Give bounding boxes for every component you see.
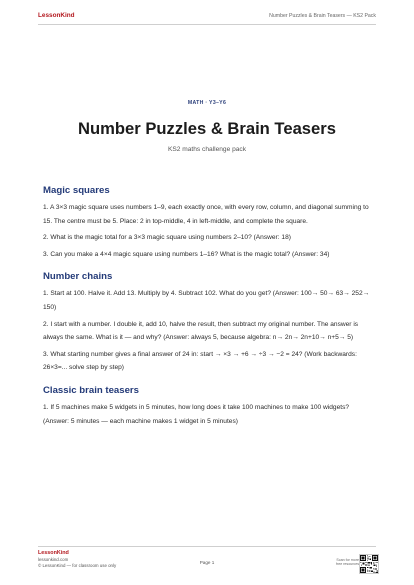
- question-item: 1. A 3×3 magic square uses numbers 1–9, each exactly once, with every row, column, and diagonal summing to 15. The centre must be 5. Place: 2 in top-middle, 4 in left-middle, and complete the square.: [43, 204, 369, 225]
- header-divider: [38, 24, 376, 25]
- section-heading: Magic squares: [43, 185, 110, 196]
- running-header: [38, 12, 376, 19]
- footer-copyright: © LessonKind — for classroom use only: [38, 563, 117, 569]
- section-heading: Number chains: [43, 271, 113, 283]
- section-number-chains: [43, 270, 374, 375]
- section-classic-brain-teasers: [43, 384, 374, 428]
- footer-site: lessonkind.com: [38, 557, 69, 562]
- footer-divider: [38, 546, 376, 547]
- subject-kicker: MATH · Y3–Y6: [187, 100, 227, 106]
- question-item: 2. I start with a number. I double it, add 10, halve the result, then subtract my original number. The answer is always the same. What is it — and why? (Answer: always 5, because algebra: n→ 2n→ 2n+10→ n+5→ 5): [43, 320, 359, 342]
- question-item: 1. If 5 machines make 5 widgets in 5 minutes, how long does it take 100 machines to make 100 widgets? (Answer: 5 minutes — each machine makes 1 widget in 5 minutes): [43, 403, 350, 425]
- qr-code-icon: [360, 555, 378, 573]
- question-item: 3. Can you make a 4×4 magic square using numbers 1–16? What is the magic total? (Answer: 34): [43, 250, 330, 258]
- worksheet-content: [43, 184, 374, 431]
- question-item: 2. What is the magic total for a 3×3 magic square using numbers 2–10? (Answer: 18): [43, 234, 291, 242]
- question-item: 1. Start at 100. Halve it. Add 13. Multiply by 4. Subtract 102. What do you get? (Answer: 100→ 50→ 63→ 252→ 150): [43, 290, 370, 311]
- section-heading: Classic brain teasers: [43, 384, 139, 396]
- header-running-title: Number Puzzles & Brain Teasers — KS2 Pack: [269, 13, 376, 19]
- qr-scan-note: Scan for more free resources: [336, 558, 359, 567]
- question-item: 3. What starting number gives a final answer of 24 in: start → ×3 → +6 → ÷3 → −2 = 24? (Work backwards: 26×3=... solve step by step): [43, 350, 357, 372]
- page-number: Page 1: [199, 560, 215, 565]
- header-brand: LessonKind: [38, 12, 75, 19]
- page-subtitle: KS2 maths challenge pack: [167, 146, 247, 153]
- page-title: Number Puzzles & Brain Teasers: [78, 119, 336, 138]
- footer-brand: LessonKind: [38, 550, 69, 556]
- section-magic-squares: [43, 184, 374, 261]
